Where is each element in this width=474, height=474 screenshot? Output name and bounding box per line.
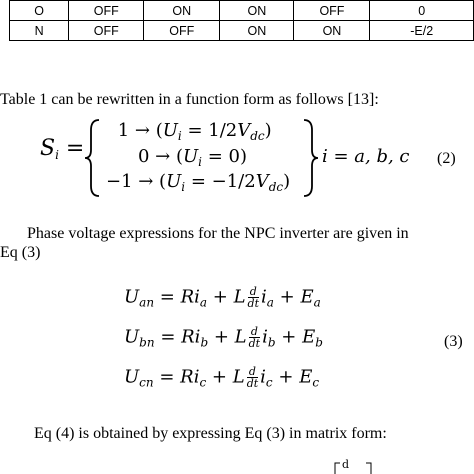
table-row bbox=[10, 1, 474, 21]
eq2-case-2: $0 \to (U_i = 0)$ bbox=[138, 146, 248, 169]
eq2-case-1: $1 \to (U_i = 1/2V_{dc})$ bbox=[112, 120, 272, 143]
table-cell: OFF bbox=[69, 1, 144, 21]
eq3-line-bn: $U_{bn} = Ri_b + L$ $\frac{d}{dt}$ $i_b + E_b$ bbox=[124, 325, 323, 350]
table-cell: N bbox=[10, 21, 69, 41]
switching-state-table bbox=[9, 0, 474, 41]
bracket-icon bbox=[364, 462, 374, 474]
table-cell: ON bbox=[220, 1, 294, 21]
table-cell: OFF bbox=[144, 21, 220, 41]
table-cell: ON bbox=[220, 21, 294, 41]
paragraph-text: Table 1 can be rewritten in a function form as follows [13]: bbox=[0, 91, 379, 108]
left-brace-icon bbox=[83, 118, 103, 198]
eq4-fragment-d: d bbox=[342, 458, 350, 471]
paragraph-text: Eq (4) is obtained by expressing Eq (3) in matrix form: bbox=[34, 425, 387, 442]
eq3-line-an: $U_{an} = Ri_a + L$ $\frac{d}{dt}$ $i_a + E_a$ bbox=[124, 285, 321, 310]
table-cell: -E/2 bbox=[370, 21, 474, 41]
right-brace-icon bbox=[300, 118, 320, 198]
table-cell: ON bbox=[294, 21, 370, 41]
table-cell: ON bbox=[144, 1, 220, 21]
table-cell: OFF bbox=[294, 1, 370, 21]
eq2-number: (2) bbox=[437, 150, 456, 167]
eq3-line-cn: $U_{cn} = Ri_c + L$ $\frac{d}{dt}$ $i_c + E_c$ bbox=[124, 365, 320, 390]
table-cell: O bbox=[10, 1, 69, 21]
table-cell: 0 bbox=[370, 1, 474, 21]
table-cell: OFF bbox=[69, 21, 144, 41]
eq2-equals: = bbox=[65, 136, 85, 161]
paragraph-text: Phase voltage expressions for the NPC inverter are given in bbox=[27, 225, 409, 242]
eq3-number: (3) bbox=[444, 333, 463, 350]
eq2-lhs: S bbox=[40, 136, 56, 161]
bracket-icon bbox=[332, 462, 342, 474]
paragraph-text: Eq (3) bbox=[0, 244, 41, 261]
table-row bbox=[10, 21, 474, 41]
eq2-lhs-sub: i bbox=[55, 148, 59, 162]
eq2-case-3: $-1 \to (U_i = -1/2V_{dc})$ bbox=[106, 171, 291, 194]
eq2-condition: i = a, b, c bbox=[322, 146, 410, 167]
